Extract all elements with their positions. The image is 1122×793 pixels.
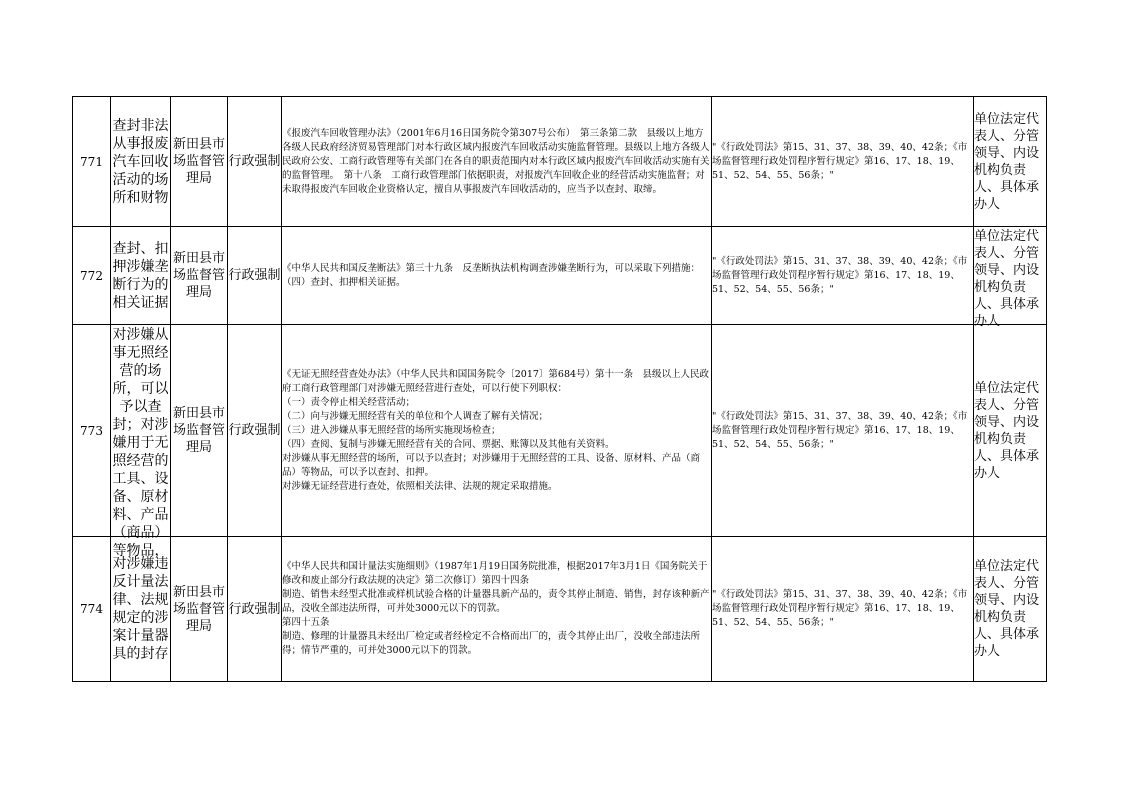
legal-basis-line: 第四十五条 xyxy=(282,617,330,628)
table-row xyxy=(73,227,1047,325)
power-type: 行政强制 xyxy=(228,97,282,227)
row-number: 773 xyxy=(73,325,111,537)
implementing-department: 新田县市场监督管理局 xyxy=(171,325,228,537)
power-type: 行政强制 xyxy=(228,227,282,325)
legal-basis-line: 对涉嫌从事无照经营的场所，可以予以查封；对涉嫌用于无照经营的工具、设备、原材料、产品（商品）等物品，可以予以查封、扣押。 xyxy=(282,452,701,478)
table-row xyxy=(73,97,1047,227)
item-name: 对涉嫌从事无照经营的场所，可以予以查封；对涉嫌用于无照经营的工具、设备、原材料、产品（商品）等物品， xyxy=(112,326,169,559)
legal-basis xyxy=(282,325,712,537)
table-row xyxy=(73,537,1047,682)
legal-basis-line: 《中华人民共和国反垄断法》第三十九条 反垄断执法机构调查涉嫌垄断行为，可以采取下列措施：（四）查封、扣押相关证据。 xyxy=(282,262,701,288)
responsible-persons: 单位法定代表人、分管领导、内设机构负责人、具体承办人 xyxy=(974,325,1047,537)
responsible-persons: 单位法定代表人、分管领导、内设机构负责人、具体承办人 xyxy=(974,97,1047,227)
implementing-department: 新田县市场监督管理局 xyxy=(171,227,228,325)
implementing-department: 新田县市场监督管理局 xyxy=(171,537,228,682)
legal-basis-line: （四）查阅、复制与涉嫌无照经营有关的合同、票据、账簿以及其他有关资料。 xyxy=(282,438,615,450)
procedure-basis: "《行政处罚法》第15、31、37、38、39、40、42条；《市场监督管理行政处罚程序暂行规定》第16、17、18、19、51、52、54、55、56条；" xyxy=(712,537,974,682)
item-name: 对涉嫌违反计量法律、法规规定的涉案计量器具的封存 xyxy=(111,537,171,682)
legal-basis-line: 制造、修理的计量器具未经出厂检定或者经检定不合格而出厂的，责令其停止出厂，没收全部违法所得；情节严重的，可并处3000元以下的罚款。 xyxy=(282,631,701,656)
power-type: 行政强制 xyxy=(228,325,282,537)
power-list-table xyxy=(72,96,1047,682)
legal-basis-line: 《报废汽车回收管理办法》（2001年6月16日国务院令第307号公布） 第三条第二款 县级以上地方各级人民政府经济贸易管理部门对本行政区域内报废汽车回收活动实施监督管理。县级以上地方各级人民政府公安、工商行政管理等有关部门在各自的职责范围内对本行政区域内报废汽车回收活动实施有关的监督管理。 第十八条 工商行政管理部门依据职责，对报废汽车回收企业的经营活动实施监督；对未取得报废汽车回收企业资格认定，擅自从事报废汽车回收活动的，应当予以查封、取缔。 xyxy=(282,127,710,195)
item-name: 查封非法从事报废汽车回收活动的场所和财物 xyxy=(111,97,171,227)
responsible-persons: 单位法定代表人、分管领导、内设机构负责人、具体承办人 xyxy=(974,537,1047,682)
legal-basis-line: 《中华人民共和国计量法实施细则》（1987年1月19日国务院批准，根据2017年3月1日《国务院关于修改和废止部分行政法规的决定》第二次修订）第四十四条 xyxy=(282,561,708,586)
table-row xyxy=(73,325,1047,537)
legal-basis-line: 《无证无照经营查处办法》（中华人民共和国国务院令〔2017〕第684号）第十一条 县级以上人民政府工商行政管理部门对涉嫌无照经营进行查处，可以行使下列职权： xyxy=(282,368,710,394)
item-name: 查封、扣押涉嫌垄断行为的相关证据 xyxy=(111,227,171,325)
legal-basis-line: 对涉嫌无证经营进行查处，依照相关法律、法规的规定采取措施。 xyxy=(282,480,558,492)
row-number: 771 xyxy=(73,97,111,227)
legal-basis-line: 制造、销售未经型式批准或样机试验合格的计量器具新产品的，责令其停止制造、销售，封存该种新产品，没收全部违法所得，可并处3000元以下的罚款。 xyxy=(282,589,710,614)
power-type: 行政强制 xyxy=(228,537,282,682)
legal-basis-line: （一）责令停止相关经营活动； xyxy=(282,396,416,408)
row-number: 772 xyxy=(73,227,111,325)
row-number: 774 xyxy=(73,537,111,682)
procedure-basis: "《行政处罚法》第15、31、37、38、39、40、42条；《市场监督管理行政处罚程序暂行规定》第16、17、18、19、51、52、54、55、56条；" xyxy=(712,325,974,537)
procedure-basis: "《行政处罚法》第15、31、37、38、39、40、42条；《市场监督管理行政处罚程序暂行规定》第16、17、18、19、51、52、54、55、56条；" xyxy=(712,227,974,325)
legal-basis xyxy=(282,537,712,682)
procedure-basis: "《行政处罚法》第15、31、37、38、39、40、42条；《市场监督管理行政处罚程序暂行规定》第16、17、18、19、51、52、54、55、56条；" xyxy=(712,97,974,227)
responsible-persons: 单位法定代表人、分管领导、内设机构负责人、具体承办人 xyxy=(974,227,1047,325)
legal-basis-line: （三）进入涉嫌从事无照经营的场所实施现场检查； xyxy=(282,424,501,436)
implementing-department: 新田县市场监督管理局 xyxy=(171,97,228,227)
legal-basis xyxy=(282,227,712,325)
legal-basis-line: （二）向与涉嫌无照经营有关的单位和个人调查了解有关情况； xyxy=(282,410,549,422)
legal-basis xyxy=(282,97,712,227)
